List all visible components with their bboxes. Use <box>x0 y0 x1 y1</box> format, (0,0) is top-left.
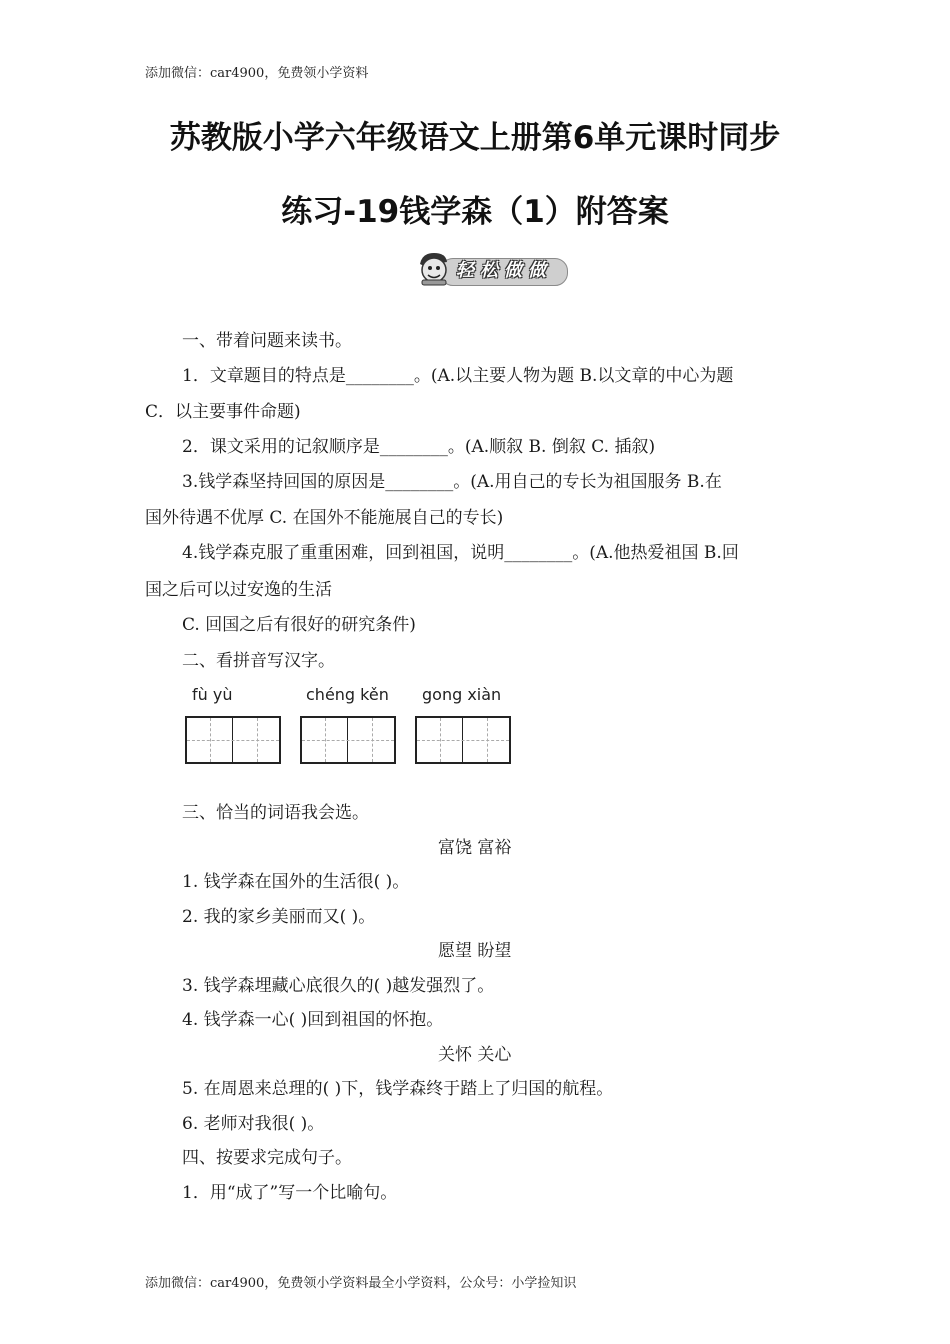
page-footer: 添加微信：car4900，免费领小学资料最全小学资料，公众号：小学捡知识 <box>145 1276 577 1291</box>
word-group-2: 愿望 盼望 <box>438 941 512 961</box>
grid-guide-line <box>187 740 279 741</box>
sentence-4: 4. 钱学森一心( )回到祖国的怀抱。 <box>182 1010 444 1030</box>
question-3-line-2: 国外待遇不优厚 C. 在国外不能施展自己的专长) <box>145 508 504 528</box>
sentence-5: 5. 在周恩来总理的( )下，钱学森终于踏上了归国的航程。 <box>182 1079 614 1099</box>
section3-heading: 三、恰当的词语我会选。 <box>182 803 369 823</box>
section4-heading: 四、按要求完成句子。 <box>182 1148 352 1168</box>
sentence-1: 1. 钱学森在国外的生活很( )。 <box>182 872 410 892</box>
writing-grid-2[interactable] <box>300 716 396 764</box>
writing-grid-1[interactable] <box>185 716 281 764</box>
grid-guide-line <box>487 718 488 762</box>
banner <box>412 246 570 290</box>
grid-guide-line <box>302 740 394 741</box>
cartoon-boy-face-icon <box>416 250 452 286</box>
section4-sentence-1: 1．用“成了”写一个比喻句。 <box>182 1183 398 1203</box>
word-group-3: 关怀 关心 <box>438 1045 512 1065</box>
grid-guide-line <box>417 740 509 741</box>
grid-guide-line <box>210 718 211 762</box>
page-header: 添加微信：car4900，免费领小学资料 <box>145 66 369 81</box>
sentence-6: 6. 老师对我很( )。 <box>182 1114 325 1134</box>
banner-text: 轻松做做 <box>456 260 552 281</box>
question-1-line-2: C．以主要事件命题) <box>145 402 301 422</box>
grid-guide-line <box>440 718 441 762</box>
title-line-2: 练习-19钱学森（1）附答案 <box>281 194 669 230</box>
question-1-line-1: 1．文章题目的特点是________。(A.以主要人物为题 B.以文章的中心为题 <box>182 366 734 386</box>
sentence-3: 3. 钱学森埋藏心底很久的( )越发强烈了。 <box>182 976 495 996</box>
section1-heading: 一、带着问题来读书。 <box>182 331 352 351</box>
grid-guide-line <box>372 718 373 762</box>
grid-guide-line <box>257 718 258 762</box>
sentence-2: 2. 我的家乡美丽而又( )。 <box>182 907 376 927</box>
word-group-1: 富饶 富裕 <box>438 838 512 858</box>
question-3-line-1: 3.钱学森坚持回国的原因是________。(A.用自己的专长为祖国服务 B.在 <box>182 472 722 492</box>
title-line-1: 苏教版小学六年级语文上册第6单元课时同步 <box>169 120 781 156</box>
grid-guide-line <box>325 718 326 762</box>
section2-heading: 二、看拼音写汉字。 <box>182 651 335 671</box>
question-2: 2．课文采用的记叙顺序是________。(A.顺叙 B. 倒叙 C. 插叙) <box>182 437 656 457</box>
question-4-line-1: 4.钱学森克服了重重困难，回到祖国，说明________。(A.他热爱祖国 B.回 <box>182 543 739 563</box>
pinyin-1: fù yù <box>192 685 233 704</box>
pinyin-2: chéng kěn <box>306 685 389 704</box>
writing-grid-3[interactable] <box>415 716 511 764</box>
question-4-line-3: C. 回国之后有很好的研究条件) <box>182 615 416 635</box>
question-4-line-2: 国之后可以过安逸的生活 <box>145 580 332 600</box>
pinyin-3: gong xiàn <box>422 685 502 704</box>
